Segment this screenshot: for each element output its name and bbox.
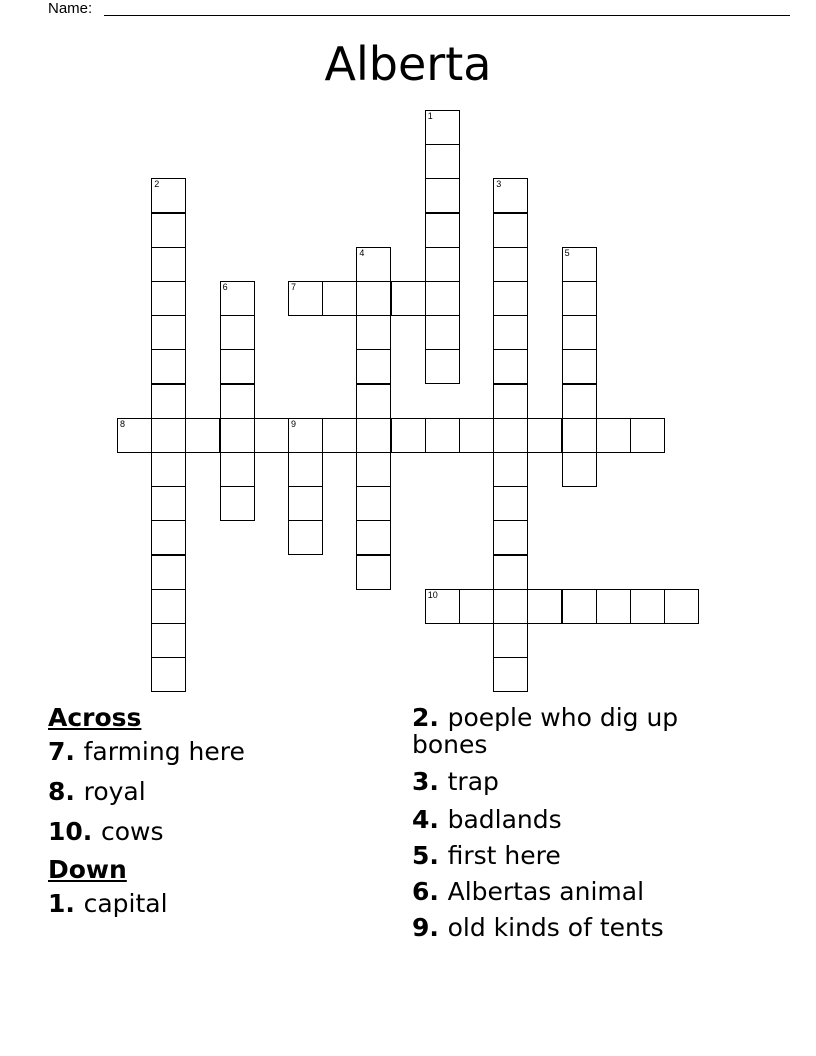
clue-down-1: 1. capital xyxy=(48,889,168,918)
grid-cell[interactable] xyxy=(220,418,255,453)
grid-cell[interactable] xyxy=(220,384,255,419)
grid-cell[interactable] xyxy=(493,349,528,384)
grid-cell[interactable] xyxy=(151,281,186,316)
puzzle-title: Alberta xyxy=(324,37,492,91)
grid-cell[interactable] xyxy=(356,281,391,316)
clue-down-5: 5. first here xyxy=(412,841,561,870)
grid-cell[interactable] xyxy=(562,418,597,453)
grid-cell[interactable] xyxy=(493,178,528,213)
grid-cell[interactable] xyxy=(493,555,528,590)
grid-cell[interactable] xyxy=(151,178,186,213)
clue-across-8: 8. royal xyxy=(48,777,146,806)
grid-cell[interactable] xyxy=(425,144,460,179)
grid-cell[interactable] xyxy=(630,589,665,624)
cell-number: 4 xyxy=(359,247,365,258)
grid-cell[interactable] xyxy=(493,452,528,487)
grid-cell[interactable] xyxy=(562,589,597,624)
grid-cell[interactable] xyxy=(151,384,186,419)
grid-cell[interactable] xyxy=(356,486,391,521)
grid-cell[interactable] xyxy=(151,657,186,692)
grid-cell[interactable] xyxy=(425,281,460,316)
clue-across-10: 10. cows xyxy=(48,817,164,846)
grid-cell[interactable] xyxy=(151,589,186,624)
clue-number: 1 xyxy=(48,889,66,918)
grid-cell[interactable] xyxy=(562,349,597,384)
grid-cell[interactable] xyxy=(493,657,528,692)
grid-cell[interactable] xyxy=(356,349,391,384)
clue-number: 5 xyxy=(412,841,430,870)
grid-cell[interactable] xyxy=(185,418,220,453)
grid-cell[interactable] xyxy=(322,281,357,316)
grid-cell[interactable] xyxy=(493,623,528,658)
clue-down-6: 6. Albertas animal xyxy=(412,877,645,906)
grid-cell[interactable] xyxy=(220,281,255,316)
clue-down-4: 4. badlands xyxy=(412,805,562,834)
grid-cell[interactable] xyxy=(493,247,528,282)
grid-cell[interactable] xyxy=(356,384,391,419)
clue-down-9: 9. old kinds of tents xyxy=(412,913,664,942)
grid-cell[interactable] xyxy=(288,418,323,453)
grid-cell[interactable] xyxy=(493,315,528,350)
grid-cell[interactable] xyxy=(562,315,597,350)
clue-text: poeple who dig up bones xyxy=(412,703,679,759)
grid-cell[interactable] xyxy=(425,589,460,624)
clue-text: capital xyxy=(83,889,168,918)
grid-cell[interactable] xyxy=(356,418,391,453)
grid-cell[interactable] xyxy=(220,315,255,350)
grid-cell[interactable] xyxy=(151,418,186,453)
clue-across-7: 7. farming here xyxy=(48,737,245,766)
clue-text: Albertas animal xyxy=(447,877,645,906)
cell-number: 10 xyxy=(427,589,438,600)
grid-cell[interactable] xyxy=(117,418,152,453)
grid-cell[interactable] xyxy=(220,486,255,521)
grid-cell[interactable] xyxy=(596,589,631,624)
grid-cell[interactable] xyxy=(562,452,597,487)
grid-cell[interactable] xyxy=(151,520,186,555)
clue-down-2: 2. poeple who dig up bones xyxy=(412,703,679,759)
grid-cell[interactable] xyxy=(288,486,323,521)
grid-cell[interactable] xyxy=(151,349,186,384)
grid-cell[interactable] xyxy=(151,213,186,248)
grid-cell[interactable] xyxy=(425,418,460,453)
clue-text: farming here xyxy=(83,737,245,766)
grid-cell[interactable] xyxy=(356,452,391,487)
grid-cell[interactable] xyxy=(391,418,426,453)
clue-number: 6 xyxy=(412,877,430,906)
grid-cell[interactable] xyxy=(425,349,460,384)
grid-cell[interactable] xyxy=(151,623,186,658)
grid-cell[interactable] xyxy=(425,178,460,213)
cell-number: 6 xyxy=(222,282,228,292)
grid-cell[interactable] xyxy=(356,520,391,555)
clue-text: trap xyxy=(447,767,499,796)
grid-cell[interactable] xyxy=(356,247,391,282)
clue-number: 8 xyxy=(48,777,66,806)
clue-number: 9 xyxy=(412,913,430,942)
grid-cell[interactable] xyxy=(527,418,562,453)
grid-cell[interactable] xyxy=(151,247,186,282)
grid-cell[interactable] xyxy=(151,486,186,521)
grid-cell[interactable] xyxy=(425,110,460,145)
grid-cell[interactable] xyxy=(254,418,289,453)
clues-left-column xyxy=(48,700,388,922)
cell-number: 5 xyxy=(564,247,570,258)
grid-cell[interactable] xyxy=(493,418,528,453)
grid-cell[interactable] xyxy=(220,452,255,487)
clue-text: badlands xyxy=(447,805,562,834)
grid-cell[interactable] xyxy=(356,555,391,590)
grid-cell[interactable] xyxy=(493,213,528,248)
grid-cell[interactable] xyxy=(288,281,323,316)
cell-number: 3 xyxy=(496,179,502,190)
cell-number: 8 xyxy=(120,418,126,429)
cell-number: 7 xyxy=(291,282,297,292)
clue-number: 7 xyxy=(48,737,66,766)
clues-right-column xyxy=(412,700,712,946)
cell-number: 1 xyxy=(427,111,433,121)
grid-cell[interactable] xyxy=(493,281,528,316)
grid-cell[interactable] xyxy=(220,349,255,384)
grid-cell[interactable] xyxy=(151,315,186,350)
grid-cell[interactable] xyxy=(562,384,597,419)
clue-down-3: 3. trap xyxy=(412,767,499,796)
clue-number: 10 xyxy=(48,817,83,846)
across-heading: Across xyxy=(48,703,142,732)
clue-number: 3 xyxy=(412,767,430,796)
cell-number: 2 xyxy=(154,179,160,190)
grid-cell[interactable] xyxy=(527,589,562,624)
grid-cell[interactable] xyxy=(664,589,699,624)
grid-cell[interactable] xyxy=(459,589,494,624)
grid-cell[interactable] xyxy=(425,315,460,350)
grid-cell[interactable] xyxy=(562,281,597,316)
grid-cell[interactable] xyxy=(425,213,460,248)
grid-cell[interactable] xyxy=(493,384,528,419)
down-heading: Down xyxy=(48,855,127,884)
clue-text: cows xyxy=(101,817,164,846)
clue-text: royal xyxy=(83,777,146,806)
clue-text: old kinds of tents xyxy=(447,913,664,942)
grid-cell[interactable] xyxy=(151,555,186,590)
grid-cell[interactable] xyxy=(493,520,528,555)
grid-cell[interactable] xyxy=(391,281,426,316)
clue-number: 4 xyxy=(412,805,430,834)
grid-cell[interactable] xyxy=(356,315,391,350)
clue-number: 2 xyxy=(412,703,430,732)
cell-number: 9 xyxy=(291,418,297,429)
grid-cell[interactable] xyxy=(493,589,528,624)
grid-cell[interactable] xyxy=(459,418,494,453)
grid-cell[interactable] xyxy=(425,247,460,282)
name-label: Name: xyxy=(48,0,93,17)
grid-cell[interactable] xyxy=(493,486,528,521)
grid-cell[interactable] xyxy=(288,452,323,487)
grid-cell[interactable] xyxy=(288,520,323,555)
grid-cell[interactable] xyxy=(596,418,631,453)
grid-cell[interactable] xyxy=(151,452,186,487)
grid-cell[interactable] xyxy=(630,418,665,453)
grid-cell[interactable] xyxy=(322,418,357,453)
grid-cell[interactable] xyxy=(562,247,597,282)
clue-text: first here xyxy=(447,841,561,870)
